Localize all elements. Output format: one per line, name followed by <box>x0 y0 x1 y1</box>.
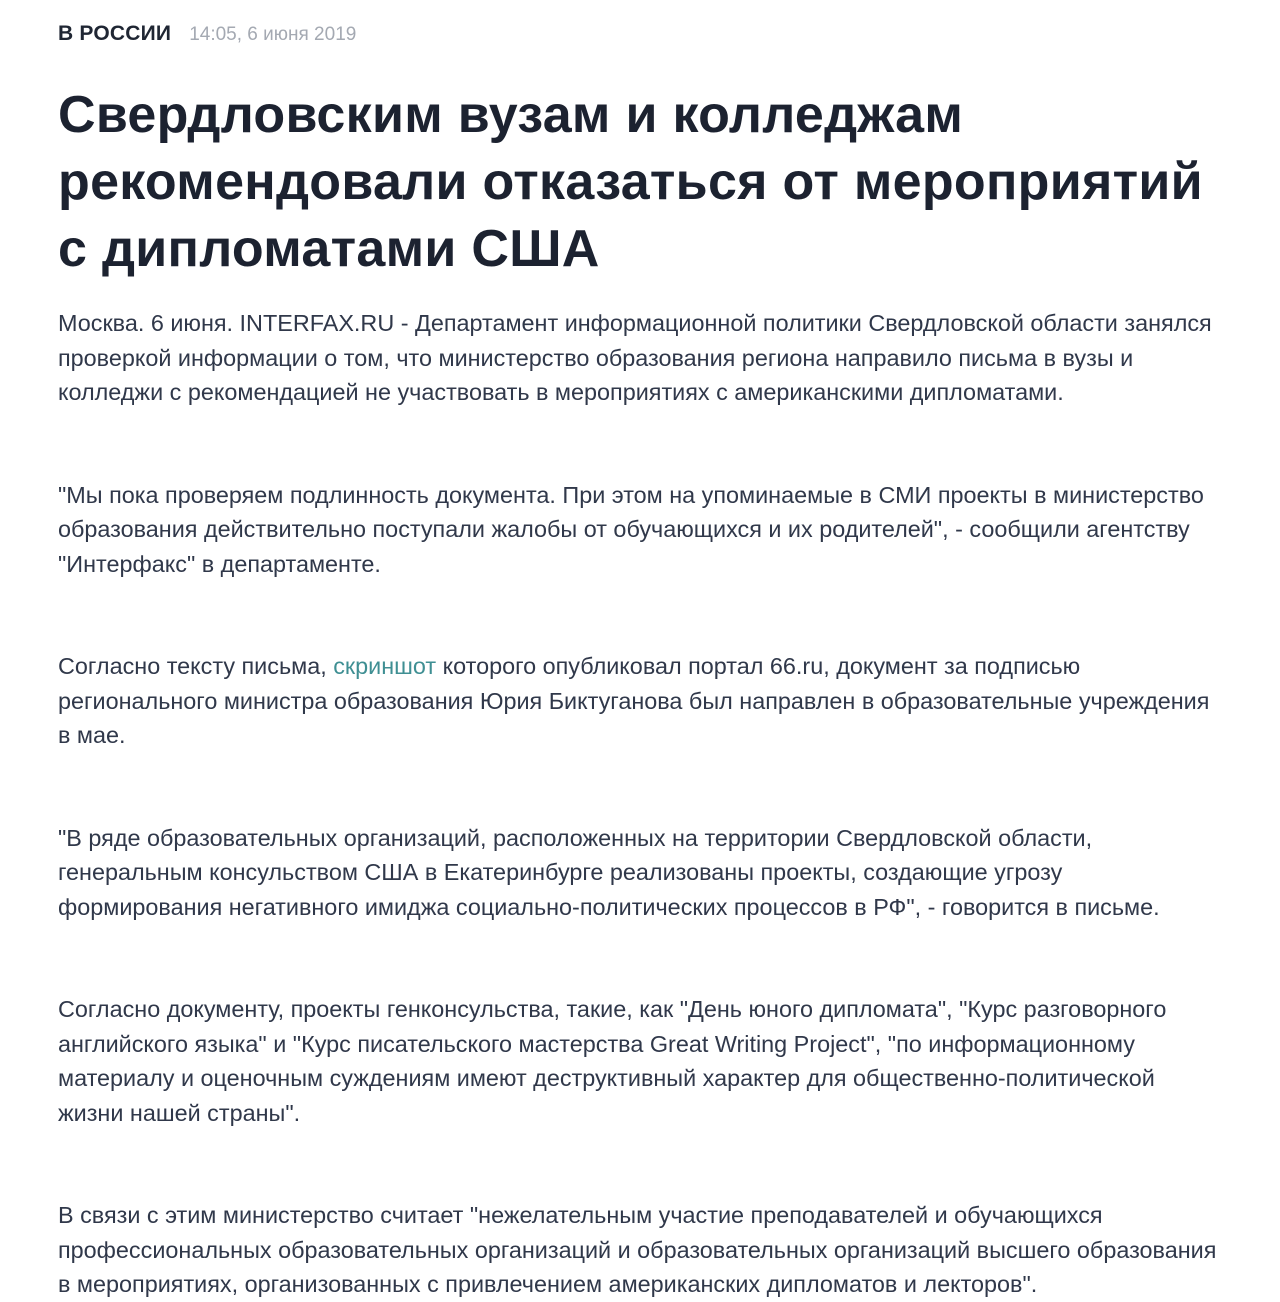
paragraph-3-text-after: которого опубликовал портал 66.ru, документ за подписью регионального министра образования Юрия Биктуганова был направлен в образовательные учреждения в мае. <box>58 653 1210 748</box>
rubric-link[interactable]: В РОССИИ <box>58 22 172 45</box>
paragraph-3 <box>58 649 1223 753</box>
screenshot-link[interactable]: скриншот <box>333 653 437 679</box>
paragraph-5: Согласно документу, проекты генконсульства, такие, как "День юного дипломата", "Курс разговорного английского языка" и "Курс писательского мастерства Great Writing Project", "по информационному материалу и оценочным суждениям имеют деструктивный характер для общественно-политической жизни нашей страны". <box>58 996 1167 1126</box>
publish-datetime: 14:05, 6 июня 2019 <box>189 24 357 45</box>
article-title: Свердловским вузам и колледжам рекомендовали отказаться от мероприятий с дипломатами США <box>58 86 1203 278</box>
paragraph-6: В связи с этим министерство считает "нежелательным участие преподавателей и обучающихся профессиональных образовательных организаций и образовательных организаций высшего образования в мероприятиях, организованных с привлечением американских дипломатов и лекторов". <box>58 1202 1217 1297</box>
article-meta <box>58 22 356 50</box>
paragraph-4: "В ряде образовательных организаций, расположенных на территории Свердловской области, генеральным консульством США в Екатеринбурге реализованы проекты, создающие угрозу формирования негативного имиджа социально-политических процессов в РФ", - говорится в письме. <box>58 824 1160 920</box>
paragraph-2: "Мы пока проверяем подлинность документа. При этом на упоминаемые в СМИ проекты в министерство образования действительно поступали жалобы от обучающихся и их родителей", - сообщили агентству "Интерфакс" в департаменте. <box>58 481 1204 577</box>
paragraph-3-text-before: Согласно тексту письма, <box>58 653 334 679</box>
paragraph-1: Москва. 6 июня. INTERFAX.RU - Департамент информационной политики Свердловской области занялся проверкой информации о том, что министерство образования региона направило письма в вузы и колледжи с рекомендацией не участвовать в мероприятиях с американскими дипломатами. <box>58 310 1212 405</box>
article-body <box>58 306 1223 1302</box>
